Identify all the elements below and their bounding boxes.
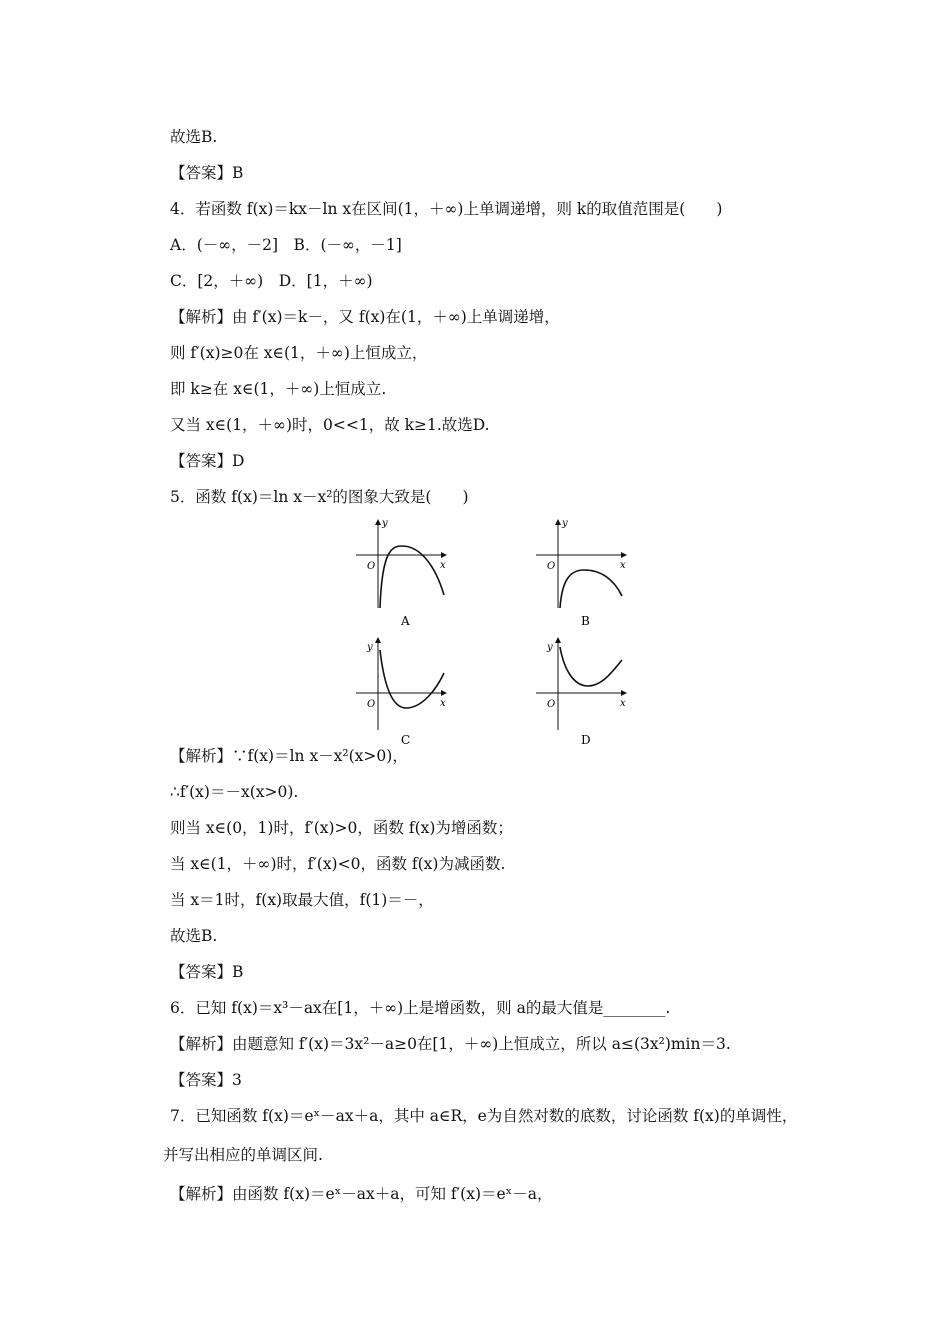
graph-d-x-label: x	[620, 698, 626, 709]
line-24: 【解析】由函数 f(x)＝eˣ－ax＋a，可知 f′(x)＝eˣ－a，	[170, 1185, 553, 1203]
line-2: 【答案】B	[170, 164, 244, 182]
line-4: A．(－∞，－2] B．(－∞，－1]	[170, 236, 402, 254]
graph-b-x-label: x	[620, 560, 626, 571]
graph-b-origin: O	[547, 561, 556, 572]
graph-d	[536, 638, 626, 747]
line-23: 并写出相应的单调区间.	[163, 1146, 323, 1164]
line-6: 【解析】由 f′(x)＝k－，又 f(x)在(1，＋∞)上单调递增，	[170, 308, 560, 326]
graph-a-label: A	[401, 614, 410, 628]
graph-b	[536, 518, 626, 628]
graph-b-label: B	[581, 614, 590, 628]
graph-c	[356, 638, 446, 747]
graph-figures	[340, 510, 660, 750]
line-17: 故选B.	[170, 927, 218, 945]
line-5: C．[2，＋∞) D．[1，＋∞)	[170, 272, 373, 290]
line-1: 故选B.	[170, 128, 218, 146]
line-7: 则 f′(x)≥0在 x∈(1，＋∞)上恒成立，	[170, 344, 428, 362]
line-11: 5．函数 f(x)＝ln x－x²的图象大致是( )	[170, 488, 469, 506]
graph-c-y-label: y	[367, 642, 373, 653]
line-13: ∴f′(x)＝－x(x>0).	[170, 783, 299, 801]
line-16: 当 x＝1时，f(x)取最大值，f(1)＝－，	[170, 891, 434, 909]
graph-a	[356, 518, 446, 628]
line-20: 【解析】由题意知 f′(x)＝3x²－a≥0在[1，＋∞)上恒成立，所以 a≤(3x²)min＝3.	[170, 1035, 731, 1053]
line-8: 即 k≥在 x∈(1，＋∞)上恒成立.	[170, 380, 387, 398]
graph-a-origin: O	[367, 561, 376, 572]
graph-a-x-label: x	[440, 560, 446, 571]
line-14: 则当 x∈(0，1)时，f′(x)>0，函数 f(x)为增函数；	[170, 819, 513, 837]
line-22: 7．已知函数 f(x)＝eˣ－ax＋a，其中 a∈R，e为自然对数的底数，讨论函数 f(x)的单调性，	[170, 1107, 798, 1125]
graph-b-y-label: y	[562, 518, 568, 529]
graph-c-origin: O	[367, 699, 376, 710]
line-19: 6．已知 f(x)＝x³－ax在[1，＋∞)上是增函数，则 a的最大值是________.	[170, 999, 671, 1017]
graph-a-y-label: y	[382, 518, 388, 529]
line-15: 当 x∈(1，＋∞)时，f′(x)<0，函数 f(x)为减函数.	[170, 855, 506, 873]
graph-d-label: D	[581, 733, 591, 747]
line-10: 【答案】D	[170, 452, 245, 470]
line-18: 【答案】B	[170, 963, 244, 981]
line-9: 又当 x∈(1，＋∞)时，0<<1，故 k≥1.故选D.	[170, 416, 490, 434]
line-12: 【解析】∵f(x)＝ln x－x²(x>0)，	[170, 747, 408, 765]
line-3: 4．若函数 f(x)＝kx－ln x在区间(1，＋∞)上单调递增，则 k的取值范围是( )	[170, 200, 723, 218]
graph-c-label: C	[401, 733, 411, 747]
graph-c-x-label: x	[440, 698, 446, 709]
graph-d-origin: O	[547, 699, 556, 710]
graph-d-y-label: y	[547, 642, 553, 653]
line-21: 【答案】3	[170, 1071, 242, 1089]
